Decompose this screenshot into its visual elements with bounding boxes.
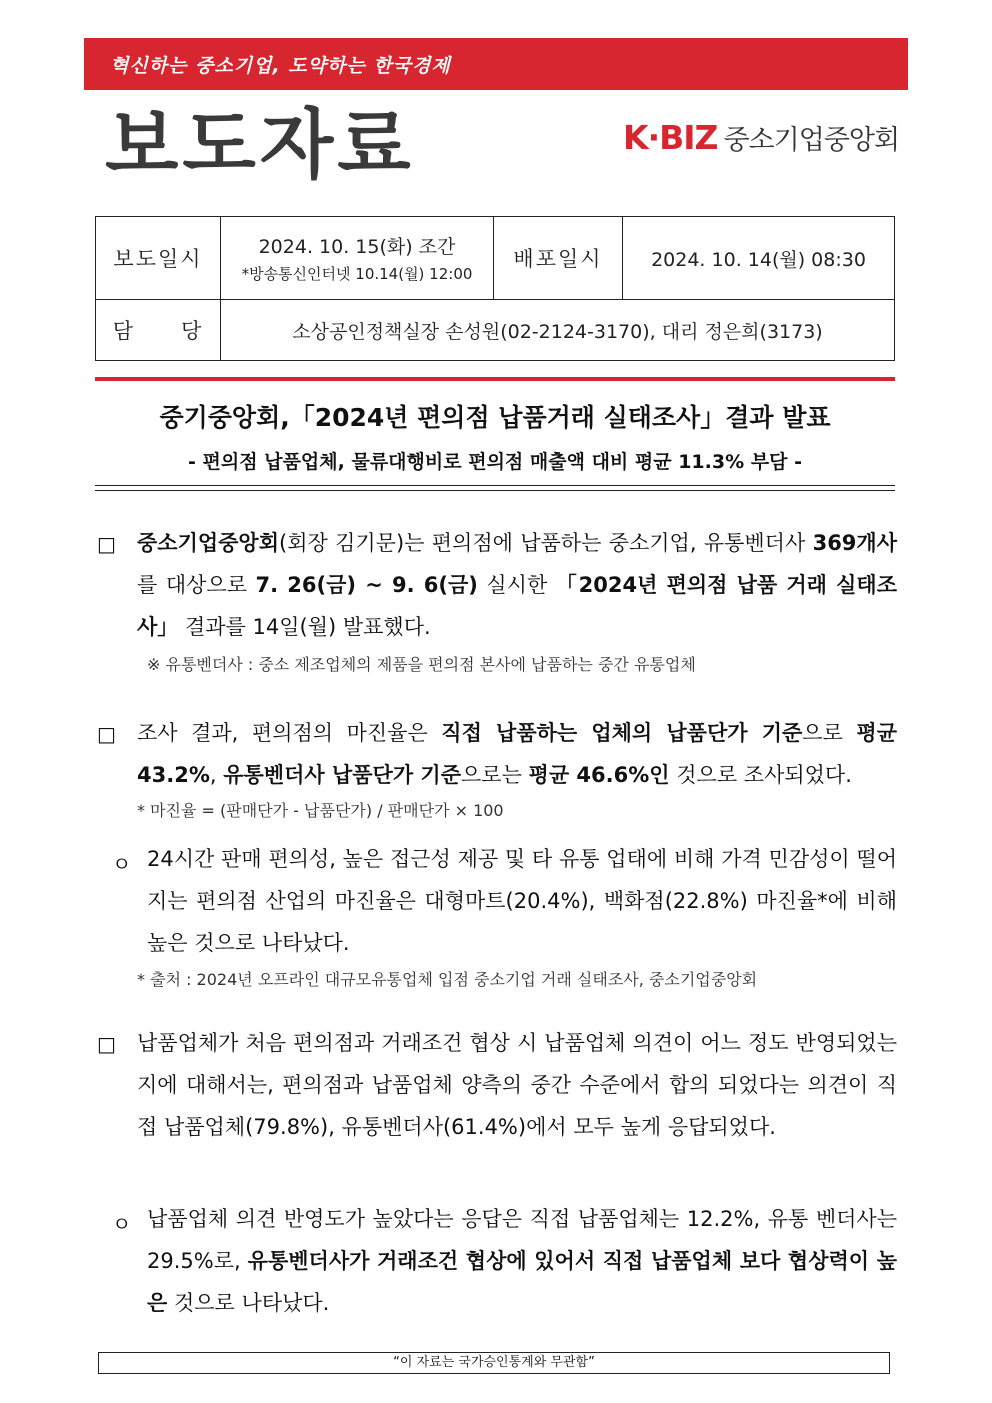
section-1-box-marker: □ bbox=[97, 532, 116, 556]
s2-direct-avg: 평균 43.2% bbox=[137, 721, 897, 787]
s1-text-4: 결과를 14일(월) 발표했다. bbox=[178, 615, 431, 639]
red-divider bbox=[95, 377, 895, 381]
contact-value: 소상공인정책실장 손성원(02-2124-3170), 대리 정은희(3173) bbox=[221, 300, 895, 361]
logo-kbiz-mark: K·BIZ bbox=[623, 118, 718, 157]
section-2-sub-note: * 출처 : 2024년 오프라인 대규모유통업체 입점 중소기업 거래 실태조사, 중소기업중앙회 bbox=[137, 970, 758, 989]
s1-org: 중소기업중앙회 bbox=[137, 531, 280, 555]
section-2-paragraph bbox=[137, 712, 897, 796]
s2-vendor-avg: 평균 46.6%인 bbox=[528, 763, 670, 787]
s1-text-3: 실시한 bbox=[477, 573, 556, 597]
section-3-sub-marker: ㅇ bbox=[112, 1212, 132, 1236]
distribution-date-value: 2024. 10. 14(월) 08:30 bbox=[623, 217, 895, 300]
s1-text-2: 를 대상으로 bbox=[137, 573, 256, 597]
contact-label: 담 당 bbox=[96, 300, 221, 361]
s2-vendor-basis: 유통벤더사 납품단가 기준 bbox=[223, 763, 461, 787]
release-info-table bbox=[95, 216, 895, 361]
s2-text-3: , bbox=[209, 763, 224, 787]
section-3-box-marker: □ bbox=[97, 1032, 116, 1056]
release-date-cell bbox=[221, 217, 494, 300]
divider-line-bottom bbox=[95, 490, 895, 491]
s3-sub-highlight: 유통벤더사가 거래조건 협상에 있어서 직접 납품업체 보다 협상력이 높은 bbox=[147, 1249, 897, 1315]
section-2-box-marker: □ bbox=[97, 722, 116, 746]
logo-org-name: 중소기업중앙회 bbox=[723, 125, 900, 156]
headline: 중기중앙회,「2024년 편의점 납품거래 실태조사」결과 발표 bbox=[159, 403, 831, 432]
footer-disclaimer: “이 자료는 국가승인통계와 무관함” bbox=[98, 1352, 890, 1374]
section-2-sub-paragraph: 24시간 판매 편의성, 높은 접근성 제공 및 타 유통 업태에 비해 가격 민감성이 떨어지는 편의점 산업의 마진율은 대형마트(20.4%), 백화점(22.8%) 마진율*에 비해 높은 것으로 나타났다. bbox=[147, 847, 897, 955]
slogan-banner bbox=[84, 38, 908, 90]
section-3-paragraph: 납품업체가 처음 편의점과 거래조건 협상 시 납품업체 의견이 어느 정도 반영되었는지에 대해서는, 편의점과 납품업체 양측의 중간 수준에서 합의 되었다는 의견이 직접 납품업체(79.8%), 유통벤더사(61.4%)에서 모두 높게 응답되었다. bbox=[137, 1031, 897, 1139]
s1-count: 369개사 bbox=[812, 531, 897, 555]
s2-text-2: 으로 bbox=[802, 721, 857, 745]
release-broadcast-note: *방송통신인터넷 10.14(월) 12:00 bbox=[241, 265, 473, 283]
subheadline: - 편의점 납품업체, 물류대행비로 편의점 매출액 대비 평균 11.3% 부담 - bbox=[188, 451, 802, 473]
s2-text-4: 으로는 bbox=[461, 763, 529, 787]
divider-line-top bbox=[95, 485, 895, 486]
s3-sub-text-1: 납품업체 의견 반영도가 높았다는 응답은 직접 납품업체는 12.2%, 유통 벤더사는 29.5%로, bbox=[147, 1207, 897, 1273]
kbiz-logo bbox=[623, 118, 899, 157]
s1-period: 7. 26(금) ~ 9. 6(금) bbox=[255, 573, 478, 597]
s3-sub-text-2: 것으로 나타났다. bbox=[167, 1291, 330, 1315]
s1-text-1: (회장 김기문)는 편의점에 납품하는 중소기업, 유통벤더사 bbox=[279, 531, 813, 555]
s1-survey-name: 「2024년 편의점 납품 거래 실태조사」 bbox=[137, 573, 897, 639]
section-3-sub-paragraph bbox=[147, 1198, 897, 1324]
section-1-paragraph bbox=[137, 522, 897, 648]
release-date-value: 2024. 10. 15(화) 조간 bbox=[258, 236, 456, 258]
s2-text-1: 조사 결과, 편의점의 마진율은 bbox=[137, 721, 442, 745]
s2-direct-basis: 직접 납품하는 업체의 납품단가 기준 bbox=[441, 721, 803, 745]
page-title: 보도자료 bbox=[105, 100, 415, 189]
release-date-label: 보도일시 bbox=[96, 217, 221, 300]
s2-text-5: 것으로 조사되었다. bbox=[669, 763, 852, 787]
section-2-sub-marker: ㅇ bbox=[112, 852, 132, 876]
distribution-date-label: 배포일시 bbox=[494, 217, 623, 300]
section-2-note: * 마진율 = (판매단가 - 납품단가) / 판매단가 × 100 bbox=[137, 801, 504, 820]
section-1-note: ※ 유통벤더사 : 중소 제조업체의 제품을 편의점 본사에 납품하는 중간 유통업체 bbox=[147, 655, 696, 674]
slogan-text: 혁신하는 중소기업, 도약하는 한국경제 bbox=[110, 54, 451, 77]
